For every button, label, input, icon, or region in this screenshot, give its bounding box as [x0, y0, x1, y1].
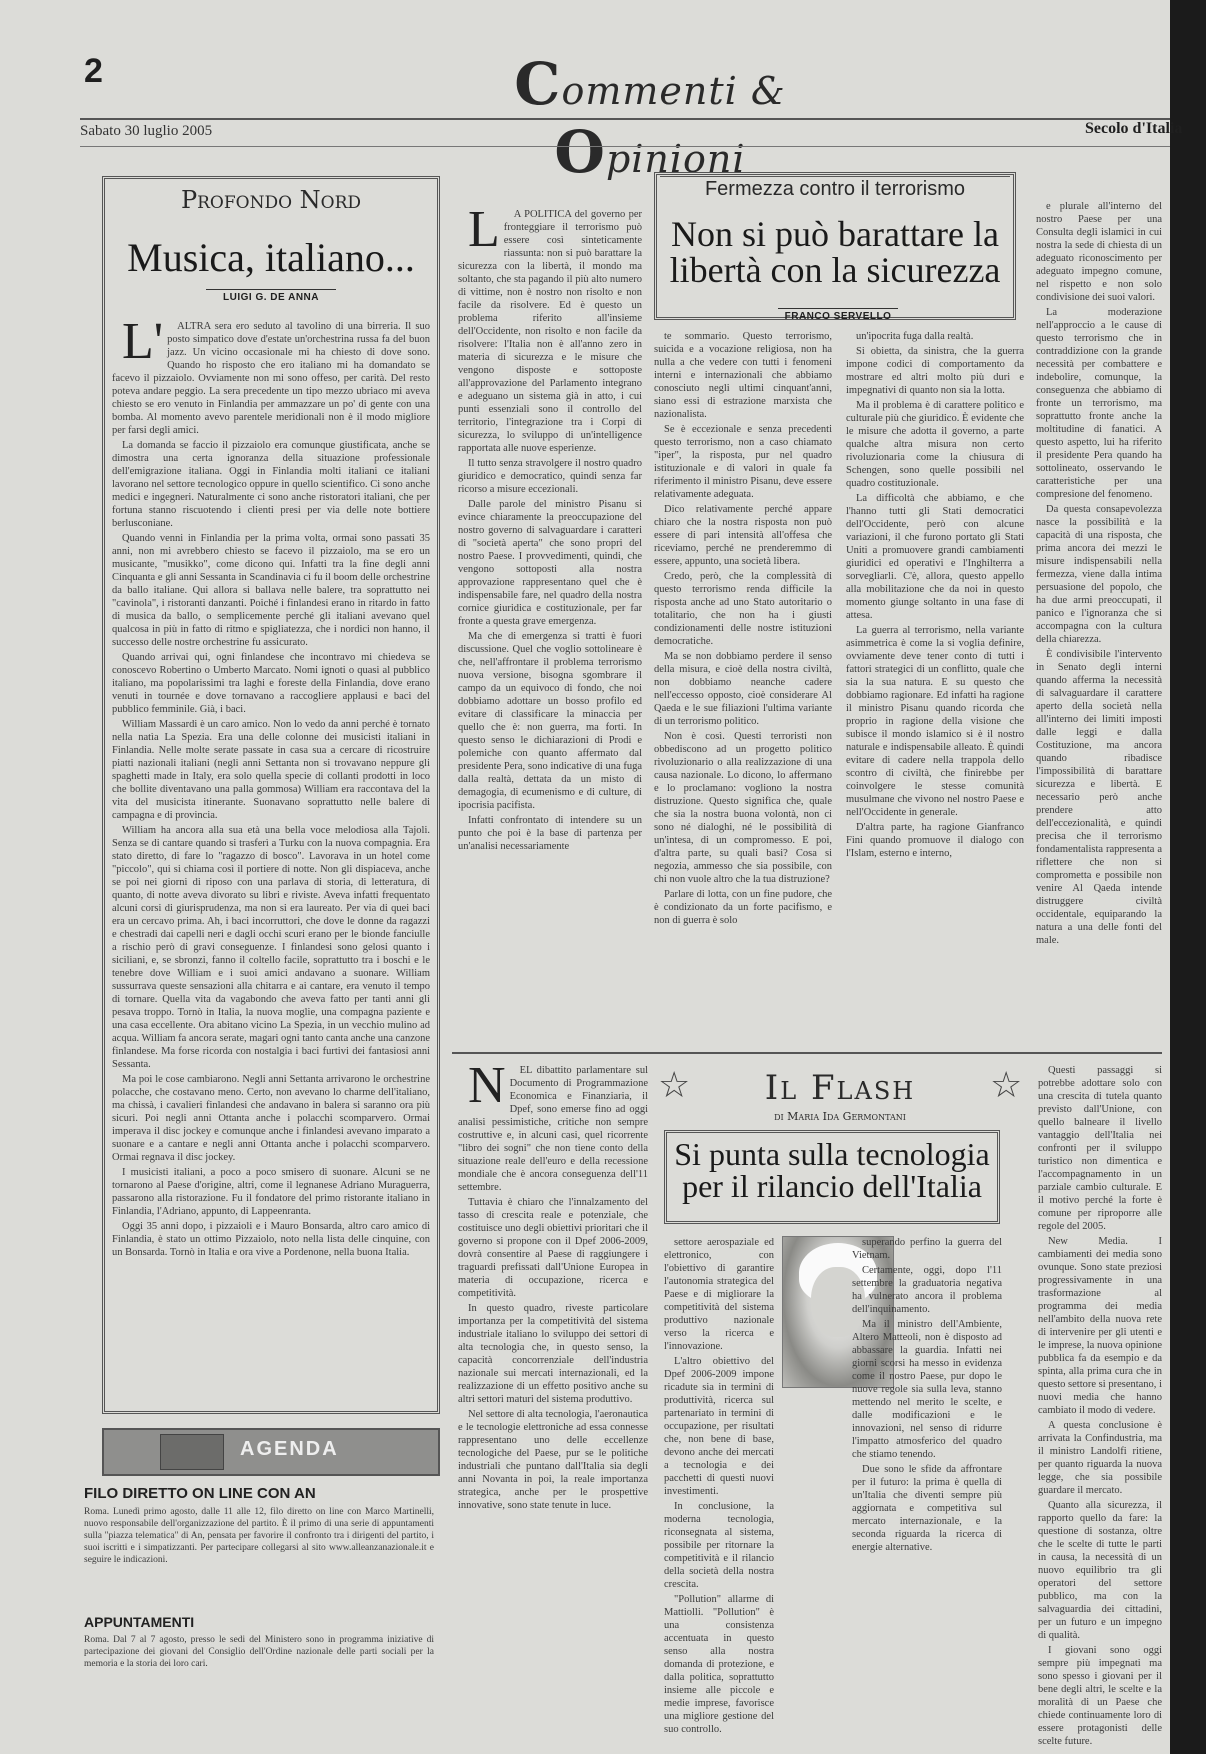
paragraph: D'altra parte, ha ragione Gianfranco Fini quando promuove il dialogo con l'Islam, esterno e interno, [846, 822, 1024, 859]
paragraph: NEL dibattito parlamentare sul Documento di Programmazione Economica e Finanziaria, il Dpef, sono emerse fino ad oggi analisi pessimistiche, critiche non sempre costruttive e, in alcuni casi, quel ricorrente "libro dei sogni" che non tiene conto della situazione reale dell'euro e della recessione mondiale che è ancora conseguenza dell'11 settembre. [458, 1057, 648, 1193]
paragraph: New Media. I cambiamenti dei media sono ovunque. Sono state preziosi progressivamente in una trasformazione al programma dei media nell'ambito della nuova rete di intervenire per gli utenti e le imprese, la nuova opinione pubblica fa da esempio e da spinta, alla prima cura che in questo settore si presentano, i nuovi media che hanno cambiato il modo di vedere. [1038, 1236, 1162, 1416]
fermezza-kicker-rule [660, 176, 1010, 177]
paragraph: Il tutto senza stravolgere il nostro quadro giuridico e democratico, quindi senza far ricorso a misure eccezionali. [458, 458, 642, 495]
paragraph: e plurale all'interno del nostro Paese per una Consulta degli islamici in cui nostra la sede di chiesta di un adeguato riconoscimento per adeguato impegno comune, nel rispetto e non solo condivisione dei suoi valori. [1036, 201, 1162, 303]
politica-column [458, 201, 642, 1008]
flash-byline: di Maria Ida Germontani [774, 1110, 906, 1123]
paragraph: superando perfino la guerra del Vietnam. [852, 1237, 1002, 1261]
paragraph: William ha ancora alla sua età una bella voce melodiosa alla Tajoli. Senza se di cantare quando si trasferì a Turku con la nuova compagnia. Era stato diretto, di fare lo "ragazzo di bosco". Lavorava in un hotel come "piccolo", qui si chiama così il portiere di notte. Non gli dispiaceva, anche se poi nei giorni di riposo con una parlava di storia, di letteratura, di quanto, di notte aveva divorato su libri e riviste. Aveva infatti frequentato alcuni corsi di giurisprudenza, ma non si era laureato. Per via di quei baci era un cercavo prima. Ah, i baci incorruttori, che dove le donne da ragazzi e chestradi dai capelli neri e dagli occhi scuri erano per le bionde fanciulle a rischio però di gravi conseguenze. I finlandesi sono gelosi quanto i siciliani, e, se sbronzi, fanno il coltello facile, soprattutto tra i boschi e le tenebre dove William e i suoi amici andavano a suonare. William sussurrava queste sensazioni alla chitarra e ai cantare, era venuto il tempo di tornare. Quella vita da vagabondo che aveva fatto per tanti anni gli pesava troppo. Tornò in Italia, la nuova moglie, una compagna paziente e una casa eccellente. Ora abitano vicino La Spezia, in un vecchio mulino ad acqua. William fa ancora serate, magari ogni tanto canta anche una canzone finlandese. Ma forse ricorda con nostalgia i baci furtivi dei fantasiosi anni Sessanta. [112, 825, 431, 1070]
appuntamenti-text: Roma. Dal 7 al 7 agosto, presso le sedi del Ministero sono in programma iniziative di partecipazione dei giovani del Consiglio dell'Ordine nazionale delle parti sociali per la memoria e la storia dei loro cari. [84, 1635, 434, 1669]
paragraph: Nel settore di alta tecnologia, l'aeronautica e le tecnologie elettroniche ad essa connesse rappresentano uno delle eccellenze tecnologiche del Paese, pur se le politiche industriali che puntano dall'Italia sia degli anni Novanta in poi, la reale importanza strategica, anche per le prospettive innovative, sono state tenute in luce. [458, 1409, 648, 1511]
paragraph: È condivisibile l'intervento in Senato degli interni quando afferma la necessità di salvaguardare il carattere aperto della società nella all'interno dei limiti imposti dalle leggi e dalla Costituzione, ma ancora quando ribadisce l'impossibilità di barattare sicurezza e libertà. E necessario però anche prendere atto dell'eccezionalità, e quindi precisa che il terrorismo fondamentalista rappresenta a riflettere che non si comprometta e possibile non venire Al Qaeda intende distruggere civiltà occidentale, equiparando la natura a una delle fonti del male. [1036, 649, 1162, 946]
appuntamenti-title: APPUNTAMENTI [84, 1614, 195, 1630]
paragraph: Questi passaggi si potrebbe adottare solo con una crescita di tutela quanto previsto dall'Unione, con quello balneare il livello vantaggio dell'Italia nei confronti per il sviluppo turistico non dimentica e l'accompagnamento in un parziale cambio culturale. E il motivo perché la forte è comune per riproporre alle regole del 2005. [1038, 1065, 1162, 1232]
header-bottom-rule [80, 146, 1170, 147]
profondo-kicker: Profondo Nord [180, 186, 362, 214]
agenda-book-icon [160, 1434, 224, 1470]
paragraph: "Pollution" allarme di Mattiolli. "Pollution" è una consistenza accentuata in questo senso alla nostra domanda di protezione, e dalla politica, soprattutto insieme alle piccole e medie imprese, favorisce una migliore gestione del suo controllo. [664, 1594, 774, 1735]
paragraph: Ma poi le cose cambiarono. Negli anni Settanta arrivarono le orchestrine polacche, che costavano meno. Certo, non avevano lo charme dell'italiano, ma chissà, i cavalieri finlandesi che andavano in balera si saranno ora più sicuri. Poi negli anni Ottanta anche i polacchi scomparvero. Ormai imperava il disc jockey e comunque anche i finlandesi avevano imparato a suonare e a cantare e negli anni Ottanta anche i polacchi scomparvero. Ormai regnava il disc jockey. [112, 1074, 430, 1163]
fermezza-byline: FRANCO SERVELLO [778, 308, 898, 322]
paragraph: Se è eccezionale e senza precedenti questo terrorismo, non a caso chiamato "iper", la risposta, pur nel quadro istituzionale e di valori in quale fa riferimento il ministro Pisanu, deve essere relativamente adeguata. [654, 424, 832, 500]
flash-kicker: Il Flash [764, 1068, 916, 1108]
fermezza-kicker: Fermezza contro il terrorismo [704, 178, 966, 200]
paragraph: Infatti confrontato di intendere su un punto che poi è la base di partenza per un'analisi necessariamente [458, 815, 642, 852]
paragraph: Ma il problema è di carattere politico e culturale più che giuridico. È evidente che le misure che adotta il governo, a parte qualche altra misura non certo rivoluzionaria come la chiusura di Schengen, sono quelle possibili nel quadro costituzionale. [846, 400, 1024, 489]
newspaper-brand: Secolo d'Italia [1085, 120, 1183, 137]
paragraph: Si obietta, da sinistra, che la guerra impone codici di comportamento da mostrare ed altri molto più duri e impegnativi di quanto non sia la lotta. [846, 346, 1024, 396]
paragraph: Ma il ministro dell'Ambiente, Altero Matteoli, non è disposto ad abbassare la guardia. Infatti nei giorni scorsi ha messo in evidenza come il nostro Paese, pur dopo le nuove regole sia sulla leva, stanno mettendo nel merito le scelte, e dalle modificazioni e le innovazioni, nel senso di ridurre l'impatto atmosferico del quadro che stiamo tenendo. [852, 1319, 1002, 1460]
paragraph: LA POLITICA del governo per fronteggiare il terrorismo può essere così sinteticamente riassunta: non si può barattare la sicurezza con la libertà, il mondo ma soltanto, che sta pagando il più alto numero di vittime, non è nostro non risolto e non facile da risolvere. Ed è questo un problema riferito all'insieme dell'Occidente, non risolto e non facile da risolvere: l'Italia non è all'anno zero in materia di sicurezza e le misure che vengono disposte e sottoposte all'approvazione del Parlamento integrano e adeguano un sistema già in atto, i cui punti essenziali sono il controllo del territorio, l'integrazione tra i Corpi di sicurezza, lo sviluppo di un'intelligence rapportata alle nuove esperienze. [458, 201, 642, 454]
star-icon-right: ☆ [990, 1065, 1023, 1105]
paragraph: L'altro obiettivo del Dpef 2006-2009 impone ricadute sia in termini di produttività, ricerca sul partenariato in termini di occupazione, per risultati che, non bene di base, devono anche dei mercati a tecnologia e dei pacchetti di questi nuovi investimenti. [664, 1356, 774, 1497]
fermezza-column-1 [654, 330, 832, 1010]
agenda-title-text: AGENDA [240, 1438, 339, 1460]
paragraph: un'ipocrita fuga dalla realtà. [856, 331, 974, 342]
paragraph: te sommario. Questo terrorismo, suicida e a vocazione religiosa, non ha nulla a che vedere con tutti i fenomeni interni e internazionali che abbiamo conosciuto negli ultimi cinquant'anni, siano essi di estrazione marxista che nazionalista. [654, 331, 832, 420]
paragraph: Certamente, oggi, dopo l'11 settembre la graduatoria negativa ha vulnerato ancora il problema dell'inquinamento. [852, 1265, 1002, 1315]
flash-column-3 [1038, 1064, 1162, 1747]
paragraph: La guerra al terrorismo, nella variante asimmetrica è come la si voglia definire, ovviamente deve tener conto di tutti i fattori strategici di un conflitto, quale che sia la sua natura. E su questo che dobbiamo ragionare. Ed infatti ha ragione il ministro Pisanu quando ricorda che proprio in ragione della visione che subisce il mondo islamico si è il nostro naturale e indispensabile alleato. È quindi evitare di cadere nella trappola dello scontro di civiltà, che finirebbe per coinvolgere le stesse comunità musulmane che vivono nel nostro Paese e nell'Occidente in generale. [846, 625, 1024, 818]
fermezza-column-2 [846, 330, 1024, 1010]
paragraph: Quando venni in Finlandia per la prima volta, ormai sono passati 35 anni, non mi avrebbero chiesto se facevo il pizzaiolo, ma se ero un musicante, "musikko", come dicono qui. Infatti tra la fine degli anni Cinquanta e gli anni Sessanta in Scandinavia ci fu il boom delle orchestrine da ballo italiane. Qui allora si ballava nelle balere, tra soprattutto nei "cavinola", i ristoranti danzanti. Poiché i finlandesi erano in ritardo in fatto di musica da ballo, o semplicemente perché gli italiani avevano quel qualcosa in più in fatto di ritmo e spigliatezza, che i nordici non hanno, il successo delle nostre orchestrine fu assicurato. [112, 533, 430, 648]
paragraph: Dico relativamente perché appare chiaro che la nostra risposta non può essere di pari intensità all'offesa che riceviamo, perché ne prenderemmo di essere, appunto, una società libera. [654, 504, 832, 567]
masthead-end: pinioni [605, 137, 746, 181]
flash-headline: Si punta sulla tecnologia per il rilancio dell'Italia [674, 1136, 990, 1204]
paragraph: I giovani sono oggi sempre più impegnati ma sono spesso i giovani per il bene degli altri, le scelte e la moralità di un Paese che chiede continuamente loro di essere protagonisti delle scelte future. [1038, 1645, 1162, 1747]
paragraph: La moderazione nell'approccio a le cause di questo terrorismo che in contraddizione con la grande necessità per combattere e indebolire, comunque, la conseguenza che abbiamo di fronte un terrorismo, ma soprattutto fronte anche la moltitudine di fanatici. A questo aspetto, lui ha riferito il presidente Pera quando ha sottolineato, osservando le caratteristiche per una compresione del fenomeno. [1036, 307, 1162, 500]
paragraph: William Massardi è un caro amico. Non lo vedo da anni perché è tornato nella natìa La Spezia. Era una delle colonne dei musicisti italiani in Finlandia. Nelle molte serate passate in casa sua a cercare di ricostruire piatti nazionali italiani (negli anni Settanta non si trovavano neppure gli spaghetti made in Italy, era solo quella specie di collanti prodotti in loco che bollite diventavano una palla gommosa) William era raccontava del la vita del musicista itinerante. Suonavano soprattutto nelle balere di campagna e di provincia. [112, 719, 430, 821]
issue-date: Sabato 30 luglio 2005 [80, 123, 213, 139]
agenda-section-text: Roma. Lunedì primo agosto, dalle 11 alle 12, filo diretto on line con Marco Martinelli, nuovo responsabile dell'organizzazione del partito. È il primo di una serie di appuntamenti sulla "piazza telematica" di An, pensata per favorire il confronto tra i dirigenti del partito, i suoi iscritti e i simpatizzanti. Per partecipare collegarsi al sito www.alleanzanazionale.it e seguire le indicazioni. [84, 1507, 434, 1565]
paragraph: Da questa consapevolezza nasce la possibilità e la capacità di una risposta, che prima ancora dei mezzi le misure indispensabili nella fermezza, viene dalla intima persuasione del popolo, che ha due armi preoccupati, il panico e l'ignoranza che si accompagna con la cultura della chiarezza. [1036, 504, 1162, 645]
flash-top-rule [452, 1052, 1162, 1054]
paragraph: Parlare di lotta, con un fine pudore, che è condizionato da un forte pacifismo, e non di guerra è solo [654, 889, 832, 926]
paragraph: A questa conclusione è arrivata la Confindustria, ma il ministro Landolfi ritiene, per quanto riguarda la nuova legge, che sia possibile guardare il mercato. [1038, 1420, 1162, 1496]
masthead-initial-c: C [514, 50, 562, 118]
agenda-title [240, 1438, 339, 1461]
paragraph: In conclusione, la moderna tecnologia, riconsegnata al sistema, possibile per ritornare la competitività e il rilancio della società della nostra crescita. [664, 1501, 774, 1590]
star-icon-left: ☆ [658, 1065, 691, 1105]
paragraph: settore aerospaziale ed elettronico, con l'obiettivo di garantire l'autonomia strategica del Paese e di migliorare la competitività del sistema produttivo nazionale verso la ricerca e l'innovazione. [664, 1237, 774, 1352]
flash-intro-column [458, 1057, 648, 1704]
flash-column-2 [852, 1236, 1002, 1704]
paragraph: La domanda se faccio il pizzaiolo era comunque giustificata, anche se dimostra una certa ignoranza della situazione professionale dell'emigrazione italiana. Oggi in Finlandia molti italiani ce italiani lavorano nel settore tecnologico oppure in quello scientifico. Ci sono anche medici e ingegneri. Naturalmente ci sono anche ristoratori italiani, che per fortuna stanno riscuotendo i clienti presi per via delle note bottiere berlusconiane. [112, 440, 430, 529]
paragraph: Non è così. Questi terroristi non obbediscono ad un progetto politico rivoluzionario o alla realizzazione di una causa nazionale. Lo dicono, lo affermano e lo proclamano: vogliono la nostra distruzione. Questo significa che, quale che sia la nostra buona volontà, non ci sono né dialoghi, né le possibilità di un'intesa, di un compromesso. E poi, d'altra parte, su quali basi? Cosa si negozia, ammesso che sia possibile, con chi non vuole altro che la tua distruzione? [654, 731, 832, 885]
paragraph: L'ALTRA sera ero seduto al tavolino di una birreria. Il suo posto simpatico dove d'estate un'orchestrina russa fa del buon jazz. Un vicino occasionale mi ha chiesto di dove sono. Quando ho risposto che ero italiano mi ha domandato se facevo il pizzaiolo. Ovviamente non mi sono offeso, per carità. Del resto poteva andare peggio. La sera precedente un tipo mezzo ubriaco mi aveva chiesto se ero venuto in Finlandia per ammazzare un po' di gente con una bomba. Al momento avevo parentele meridionali non è il modo migliore per farsi degli amici. [112, 313, 430, 436]
masthead [430, 50, 870, 186]
paragraph: Credo, però, che la complessità di questo terrorismo renda difficile la risposta anche ad uno Stato autoritario o totalitario, che non ha i giusti condizionamenti delle nostre istituzioni democratiche. [654, 571, 832, 647]
profondo-article-body [112, 313, 431, 1408]
paragraph: I musicisti italiani, a poco a poco smisero di suonare. Alcuni se ne tornarono al Paese d'origine, altri, come il legnanese Adriano Muraguerra, passarono alla ristorazione. Fu il fondatore del primo ristorante italiano in Finlandia, l'Adriano, appunto, di Lappeenranta. [112, 1167, 430, 1217]
paragraph: Oggi 35 anni dopo, i pizzaioli e i Mauro Bonsarda, altro caro amico di Finlandia, è stato un ottimo Pizzaiolo, noto nella lista delle cinquine, con un Bonsarda. Tornò in Italia e ora vive a Pordenone, nella buona Italia. [112, 1221, 430, 1258]
fermezza-headline: Non si può barattare la libertà con la sicurezza [669, 214, 1001, 290]
paragraph: Ma che di emergenza si tratti è fuori discussione. Quel che voglio sottolineare è che, nell'affrontare il problema terrorismo nuova versione, bisogna sgombrare il campo da un equivoco di fondo, che noi dobbiamo adottare un bosso profilo ed evitare di classificare la minaccia per quello che è: non guerra, ma forti. In questo senso le dichiarazioni di Prodi e polemiche con quanto affermato dal presidente Pera, sono indicative di una fuga dalla realtà, dettata da un misto di demagogia, di ecumenismo e di culture, di ipocrisia pacifista. [458, 631, 642, 811]
profondo-byline: LUIGI G. DE ANNA [206, 289, 336, 303]
header-rule [80, 118, 1170, 120]
masthead-initial-o: O [554, 118, 606, 186]
paragraph: In questo quadro, riveste particolare importanza per la competitività del sistema industriale italiano lo sviluppo dei settori di alta tecnologia che, in questo senso, la capacità concorrenziale dell'industria nazionale sui mercati internazionali, ed la realizzazione di un effetto positivo anche su altri settori maturi del sistema produttivo. [458, 1303, 648, 1405]
paragraph: Due sono le sfide da affrontare per il futuro: la prima è quella di un'Italia che diventi sempre più aggiornata e competitiva sul mercato internazionale, e la seconda riguarda la ricerca di energie alternative. [852, 1464, 1002, 1553]
paragraph: Dalle parole del ministro Pisanu si evince chiaramente la preoccupazione del nostro governo di salvaguardare i caratteri di "società aperta" che sono propri del nostro Paese. I provvedimenti, quindi, che vengono sottoposti alla nostra approvazione rappresentano quel che è indispensabile fare, nel quadro della nostra cornice giuridica e costituzionale, per far fronte a questa grave emergenza. [458, 499, 642, 627]
paragraph: Quanto alla sicurezza, il rapporto quello da fare: la questione di sostanza, oltre che le scelte di tutte le parti in causa, la necessità di un nuovo equilibrio tra gli operatori del settore pubblico, ma con la salvaguardia dei cittadini, per un futuro e un impegno di qualità. [1038, 1500, 1162, 1641]
flash-column-1 [664, 1236, 774, 1735]
page-edge-shadow [1170, 0, 1206, 1754]
masthead-mid: ommenti & [561, 69, 786, 113]
paragraph: La difficoltà che abbiamo, e che l'hanno tutti gli Stati democratici dell'Occidente, però con alcune variazioni, il che furono portato gli Stati Uniti a promuovere grandi cambiamenti giuridici ed operativi e l'Inghilterra a sorvegliarli. C'è, allora, questo appello alla mobilitazione che da noi in questo momento giunge soltanto in una fase di attesa. [846, 493, 1024, 621]
page-number: 2 [84, 52, 103, 90]
paragraph: Ma se non dobbiamo perdere il senso della misura, e cioè della nostra civiltà, non dobbiamo neanche cadere nell'eccesso opposto, cioè considerare Al Qaeda e le sue filiazioni l'ultima variante di un terrorismo politico. [654, 651, 832, 727]
paragraph: Quando arrivai qui, ogni finlandese che incontravo mi chiedeva se conoscevo Robertino o Umberto Marcato. Nomi ignoti o quasi al pubblico italiano, ma popolarissimi tra laghi e foreste della Finlandia, dove erano venuti in tournée e dove tornavano a raccogliere applausi e baci del pubblico femminile. Già, i baci. [112, 652, 430, 715]
paragraph: Tuttavia è chiaro che l'innalzamento del tasso di crescita reale e potenziale, che costituisce uno degli obiettivi prioritari che il governo si propone con il Dpef 2006-2009, dovrà consentire al Paese di raggiungere i traguardi prefissati dall'Unione Europea in materia di occupazione, ricerca e competitività. [458, 1197, 648, 1299]
fermezza-column-3 [1036, 200, 1162, 1010]
agenda-section-title: FILO DIRETTO ON LINE CON AN [84, 1485, 316, 1502]
profondo-headline: Musica, italiano... [127, 235, 415, 280]
